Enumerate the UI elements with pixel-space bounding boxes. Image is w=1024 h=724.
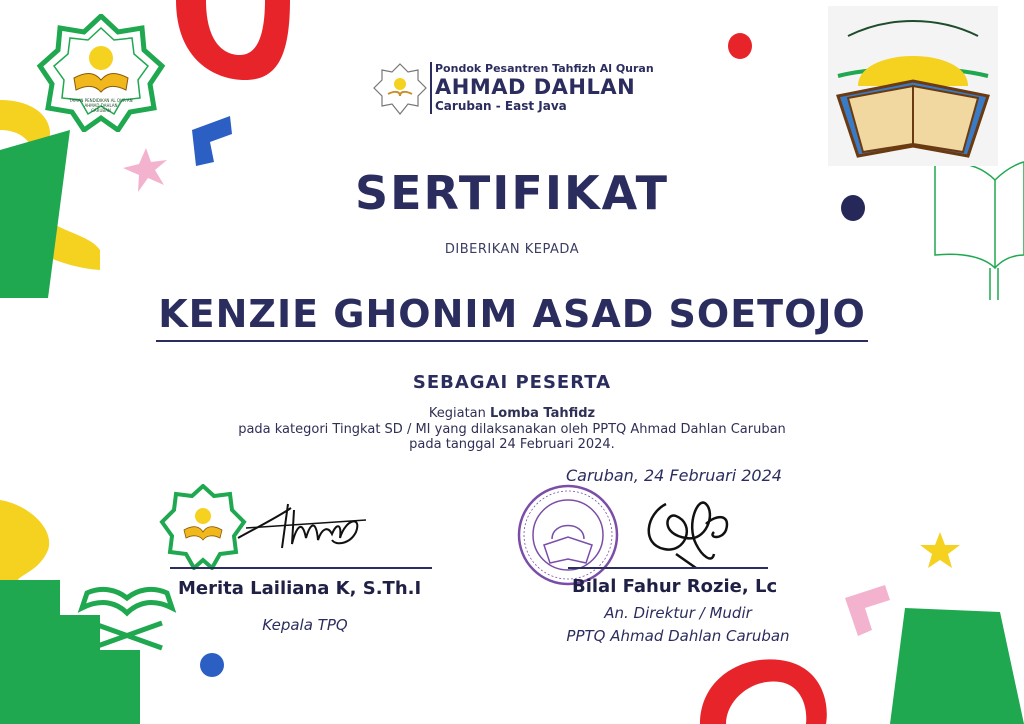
- recipient-name: KENZIE GHONIM ASAD SOETOJO: [156, 292, 868, 342]
- event-name: Lomba Tahfidz: [490, 406, 596, 421]
- tpq-logo-text-2: AHMAD DAHLAN: [84, 103, 118, 108]
- blue-chevron: [192, 116, 232, 166]
- tpq-logo-text-3: CARUBAN: [91, 108, 111, 113]
- signatory-title-right-2: PPTQ Ahmad Dahlan Caruban: [566, 627, 790, 645]
- tpq-stamp-logo: [158, 484, 248, 570]
- pptq-logo: [828, 6, 998, 166]
- institution-header: [435, 62, 654, 113]
- description-line2: pada kategori Tingkat SD / MI yang dilaksanakan oleh PPTQ Ahmad Dahlan Caruban: [238, 422, 786, 437]
- blue-dot: [200, 653, 224, 677]
- pptq-stamp: [516, 483, 620, 587]
- institution-line1: Pondok Pesantren Tahfizh Al Quran: [435, 62, 654, 75]
- description-line3: pada tanggal 24 Februari 2024.: [409, 437, 615, 452]
- header-divider: [430, 62, 432, 114]
- signature-line-right: [568, 567, 768, 569]
- green-stairs: [0, 580, 140, 724]
- certificate-title: SERTIFIKAT: [355, 166, 669, 220]
- signatory-title-right-1: An. Direktur / Mudir: [604, 604, 752, 622]
- recipient-role: SEBAGAI PESERTA: [412, 372, 612, 393]
- signatory-title-left: Kepala TPQ: [262, 616, 348, 634]
- yellow-s-bottom: [0, 500, 49, 580]
- description-line1: [0, 406, 1024, 421]
- red-arc-top: [176, 0, 290, 80]
- red-dot: [728, 33, 752, 59]
- place-date: Caruban, 24 Februari 2024: [566, 466, 782, 485]
- recipient-wrap: [0, 292, 1024, 342]
- red-arc-bottom: [700, 659, 827, 724]
- signatory-name-right: Bilal Fahur Rozie, Lc: [572, 576, 778, 597]
- signature-left: [236, 498, 376, 562]
- pink-chevron: [845, 585, 890, 636]
- signatory-name-left: Merita Lailiana K, S.Th.I: [178, 578, 422, 599]
- institution-name: AHMAD DAHLAN: [435, 75, 636, 99]
- signature-line-left: [170, 567, 432, 569]
- header-logo: [372, 62, 428, 116]
- yellow-star: [920, 532, 960, 568]
- description-prefix: Kegiatan: [428, 406, 491, 421]
- green-shape-right: [890, 608, 1024, 724]
- signature-right: [636, 494, 746, 574]
- institution-location: Caruban - East Java: [435, 99, 567, 113]
- tpq-logo: [34, 14, 168, 132]
- tpq-logo-text-1: TAMAN PENDIDIKAN AL QUR'AN: [69, 98, 133, 103]
- given-to-label: DIBERIKAN KEPADA: [444, 242, 580, 257]
